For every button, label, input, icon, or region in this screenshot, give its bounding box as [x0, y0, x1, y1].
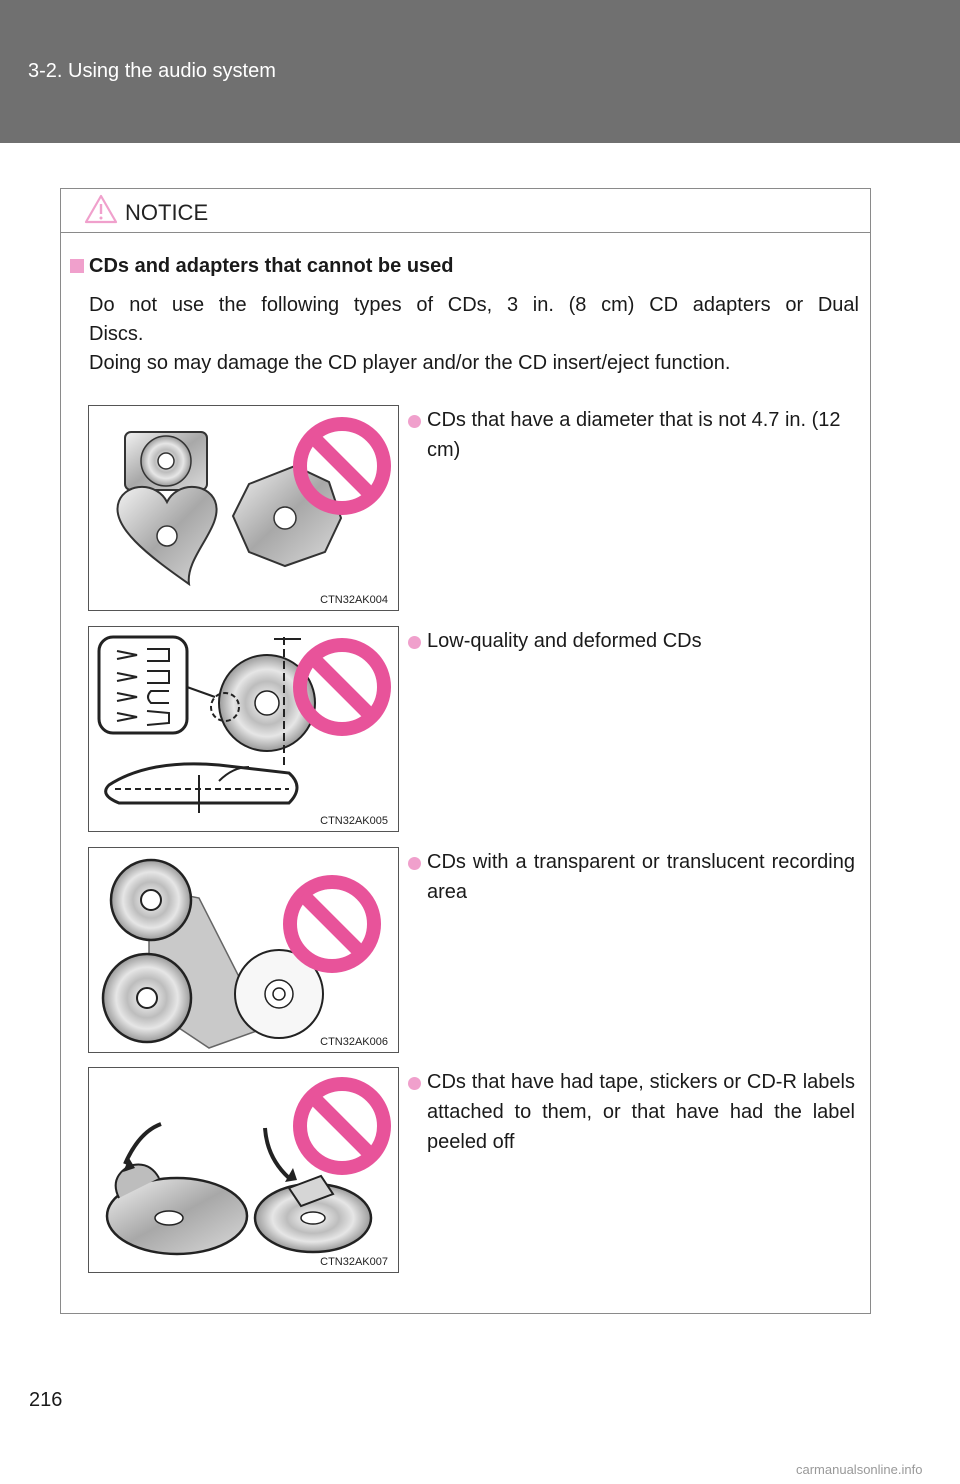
watermark: carmanualsonline.info [796, 1462, 923, 1477]
item-text: CDs with a transparent or translucent recording area [427, 851, 855, 903]
list-item [88, 1067, 858, 1273]
notice-title: NOTICE [125, 200, 209, 225]
bullet-icon [408, 415, 421, 428]
figure-code: CTN32AK004 [320, 594, 388, 606]
labeled-cds-image [89, 1068, 398, 1272]
figure-code: CTN32AK006 [320, 1036, 388, 1048]
item-text: CDs that have had tape, stickers or CD-R labels attached to them, or that have had the label peeled off [427, 1071, 855, 1153]
intro-paragraph [89, 291, 859, 378]
list-item [88, 847, 858, 1053]
illustration-odd-shaped-cds [88, 405, 399, 611]
list-item [88, 626, 858, 832]
odd-shaped-cds-image [89, 406, 398, 610]
notice-header [61, 189, 870, 233]
item-text: CDs that have a diameter that is not 4.7 in. (12 cm) [427, 409, 841, 461]
section-heading: 3-2. Using the audio system [28, 60, 276, 82]
item-text: Low-quality and deformed CDs [427, 630, 702, 652]
illustration-transparent-cds [88, 847, 399, 1053]
figure-code: CTN32AK005 [320, 815, 388, 827]
page-number: 216 [29, 1389, 63, 1411]
section-marker [70, 259, 84, 273]
illustration-labeled-cds [88, 1067, 399, 1273]
deformed-cds-image [89, 627, 398, 831]
page-header [0, 0, 960, 143]
list-item [88, 405, 858, 611]
bullet-icon [408, 1077, 421, 1090]
transparent-cds-image [89, 848, 398, 1052]
illustration-deformed-cds [88, 626, 399, 832]
bullet-icon [408, 857, 421, 870]
intro-line: Do not use the following types of CDs, 3 in. (8 cm) CD adapters or Dual [89, 294, 859, 316]
figure-code: CTN32AK007 [320, 1256, 388, 1268]
bullet-icon [408, 636, 421, 649]
intro-line: Discs. [89, 323, 144, 345]
notice-box [60, 188, 871, 1314]
intro-line: Doing so may damage the CD player and/or the CD insert/eject function. [89, 352, 731, 374]
section-title: CDs and adapters that cannot be used [89, 255, 454, 277]
warning-icon [84, 194, 118, 224]
